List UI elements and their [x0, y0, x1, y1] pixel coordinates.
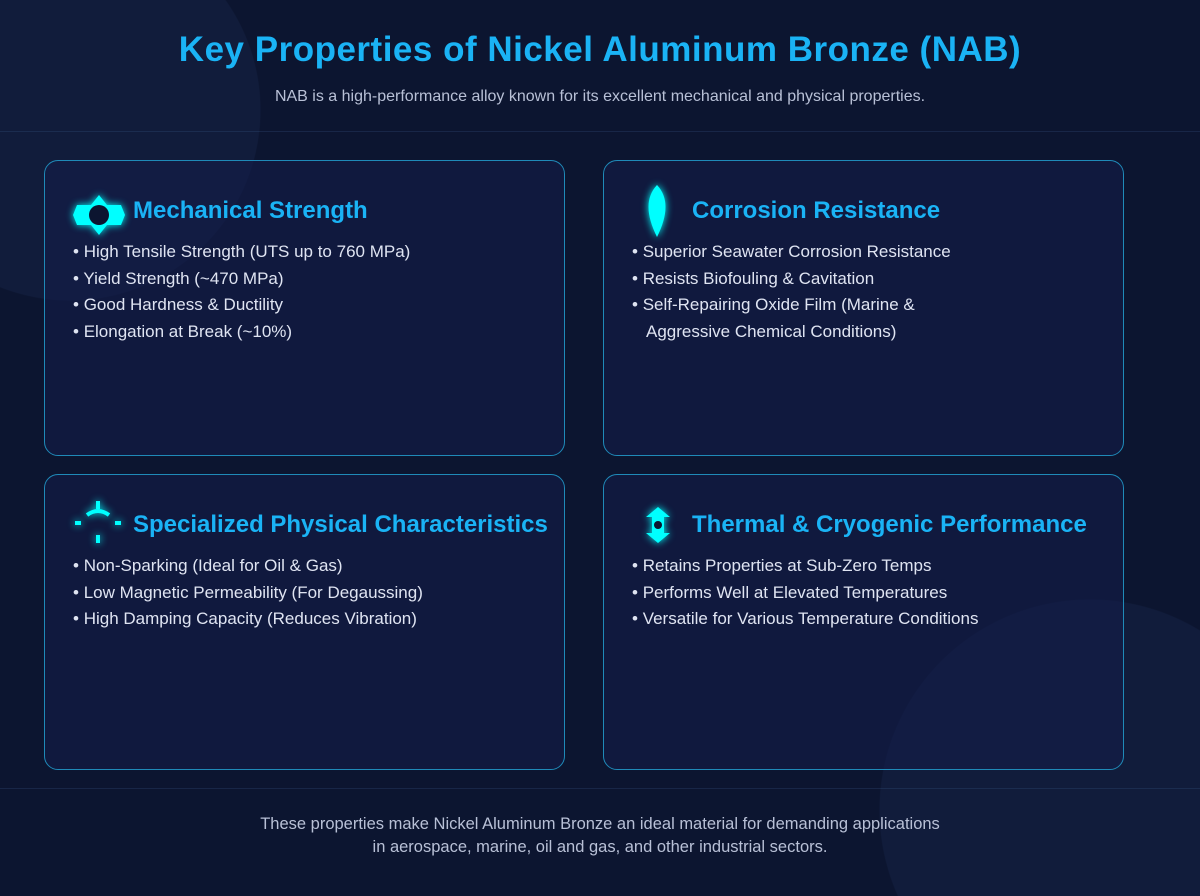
gear-icon — [73, 191, 133, 231]
list-item: • Versatile for Various Temperature Conditions — [632, 606, 1095, 633]
spark-icon — [73, 505, 133, 545]
card-corrosion-resistance — [603, 160, 1124, 456]
card-thermal-performance — [603, 474, 1124, 770]
card-title: Mechanical Strength — [133, 197, 368, 224]
card-title: Corrosion Resistance — [692, 197, 941, 224]
footer-line: in aerospace, marine, oil and gas, and other industrial sectors. — [372, 838, 828, 856]
list-item: • High Tensile Strength (UTS up to 760 MPa) — [73, 239, 536, 266]
page-title: Key Properties of Nickel Aluminum Bronze (NAB) — [178, 30, 1022, 69]
thermal-arrows-icon — [632, 505, 692, 545]
list-item: • Retains Properties at Sub-Zero Temps — [632, 553, 1095, 580]
footer — [0, 788, 1200, 859]
list-item: • Performs Well at Elevated Temperatures — [632, 580, 1095, 607]
list-item: • High Damping Capacity (Reduces Vibration) — [73, 606, 536, 633]
list-item: • Elongation at Break (~10%) — [73, 319, 536, 346]
list-item: • Non-Sparking (Ideal for Oil & Gas) — [73, 553, 536, 580]
page-subtitle: NAB is a high-performance alloy known for its excellent mechanical and physical properties. — [274, 88, 926, 105]
card-title: Thermal & Cryogenic Performance — [692, 511, 1087, 538]
shield-leaf-icon — [632, 191, 692, 231]
card-title: Specialized Physical Characteristics — [133, 511, 548, 538]
footer-line: These properties make Nickel Aluminum Bronze an ideal material for demanding applications — [260, 815, 940, 833]
list-item: • Resists Biofouling & Cavitation — [632, 266, 1095, 293]
card-physical-characteristics — [44, 474, 565, 770]
list-item: • Superior Seawater Corrosion Resistance — [632, 239, 1095, 266]
list-item: • Yield Strength (~470 MPa) — [73, 266, 536, 293]
header — [0, 0, 1200, 132]
list-item: • Good Hardness & Ductility — [73, 292, 536, 319]
list-item: • Low Magnetic Permeability (For Degaussing) — [73, 580, 536, 607]
list-item: • Self-Repairing Oxide Film (Marine & Aggressive Chemical Conditions) — [632, 292, 962, 345]
card-mechanical-strength — [44, 160, 565, 456]
